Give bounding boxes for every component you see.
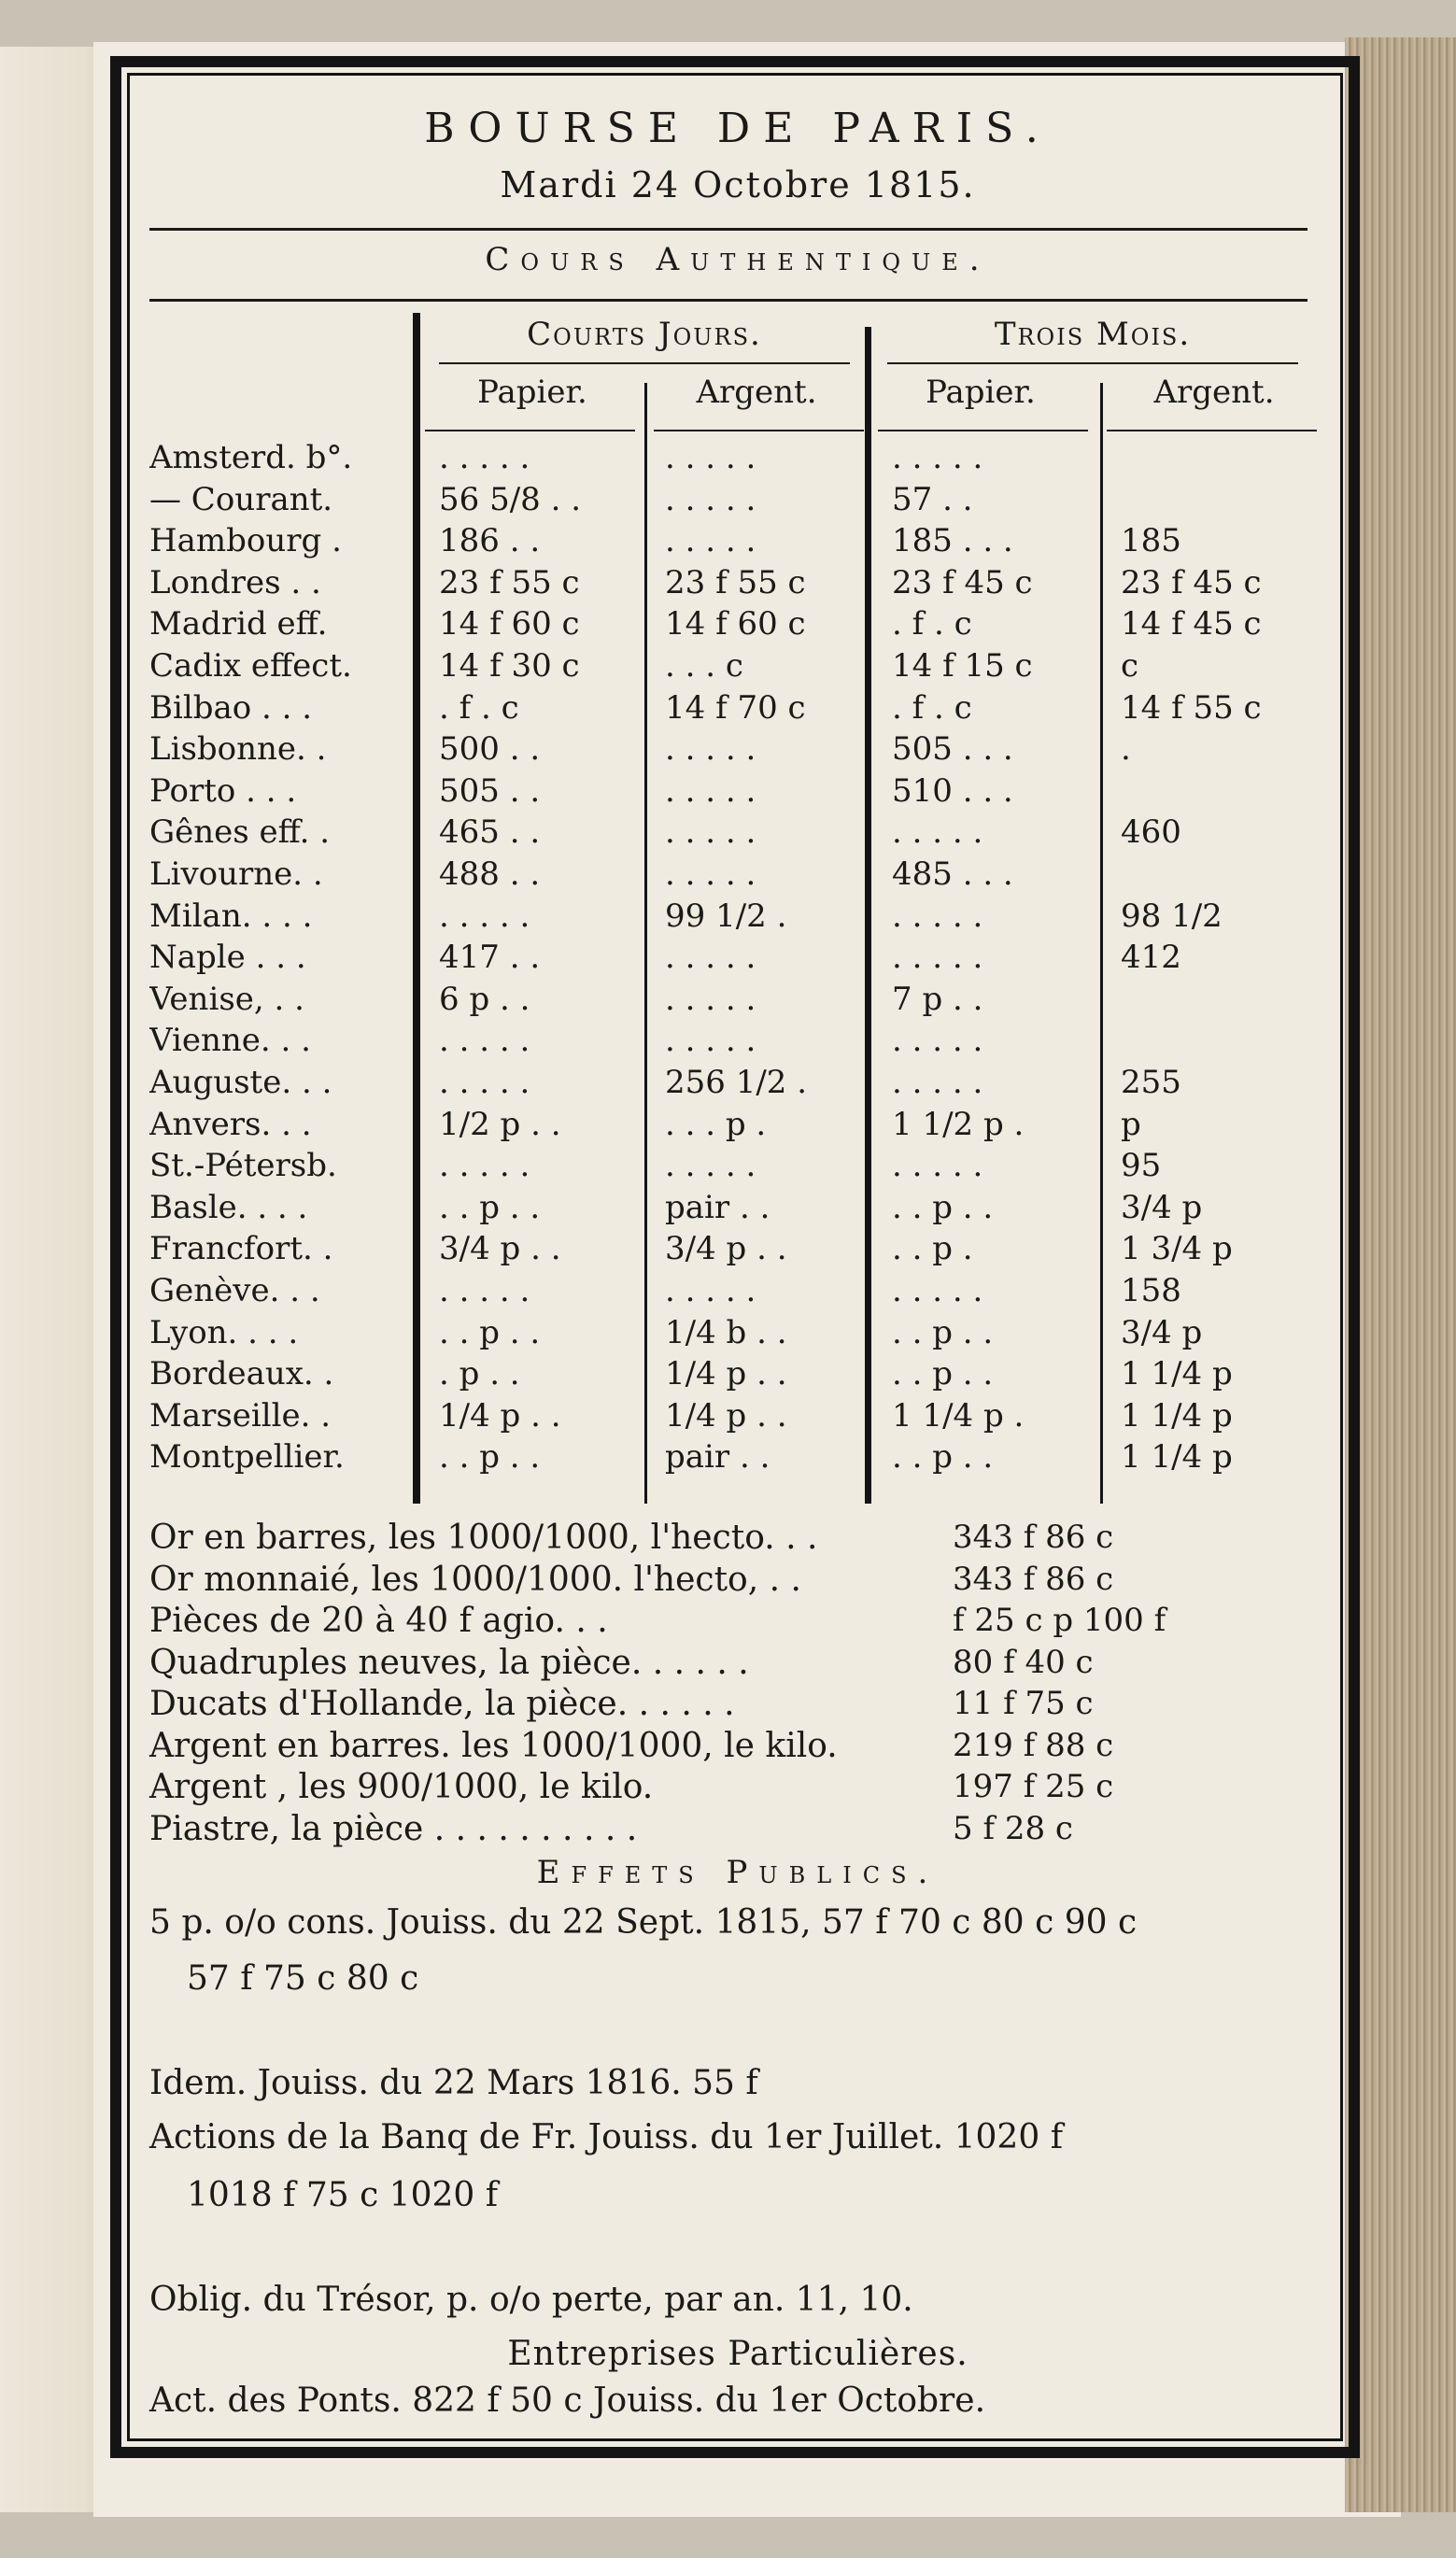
row-label: Vienne. . . [149, 1022, 311, 1059]
table-cell: . . p . . [439, 1314, 541, 1351]
row-label: Cadix effect. [149, 647, 352, 685]
metal-label: Argent , les 900/1000, le kilo. [149, 1768, 654, 1806]
table-cell: . . . . . [439, 1064, 530, 1101]
table-cell: 185 . . . [892, 522, 1013, 559]
metal-value: 80 f 40 c [953, 1644, 1094, 1681]
table-cell: . . . . . [665, 1272, 756, 1309]
table-cell: 186 . . [439, 522, 541, 559]
table-cell: 510 . . . [892, 772, 1013, 810]
column-header: Papier. [926, 374, 1036, 411]
table-cell: 14 f 55 c [1121, 689, 1262, 727]
row-label: Montpellier. [149, 1438, 345, 1476]
entreprises-heading: Entreprises Particulières. [507, 2335, 968, 2373]
row-label: — Courant. [149, 481, 333, 518]
table-cell: 1 1/4 p [1121, 1397, 1233, 1434]
divider [878, 430, 1088, 431]
metal-value: 219 f 88 c [953, 1727, 1114, 1764]
row-label: Gênes eff. . [149, 813, 331, 851]
table-cell: . . p . . [892, 1355, 994, 1392]
row-label: Livourne. . [149, 855, 323, 893]
table-cell: 23 f 55 c [439, 564, 580, 601]
table-cell: 7 p . . [892, 981, 983, 1018]
page-title: BOURSE DE PARIS. [424, 105, 1052, 152]
table-cell: . . . . . [665, 939, 756, 976]
page-date: Mardi 24 Octobre 1815. [500, 164, 976, 205]
table-cell: p [1121, 1106, 1141, 1143]
table-cell: 485 . . . [892, 855, 1013, 893]
row-label: Amsterd. b°. [149, 439, 353, 476]
metal-label: Or en barres, les 1000/1000, l'hecto. . . [149, 1519, 818, 1557]
table-cell: . [1121, 730, 1131, 768]
row-label: Francfort. . [149, 1230, 333, 1267]
column-header: Argent. [696, 374, 817, 411]
group-heading-courts-jours: Courts Jours. [527, 316, 762, 353]
table-cell: 488 . . [439, 855, 541, 893]
table-cell: 56 5/8 . . [439, 481, 582, 518]
row-label: Londres . . [149, 564, 321, 601]
divider [887, 362, 1298, 364]
table-cell: 98 1/2 [1121, 897, 1223, 935]
effets-line: 57 f 75 c 80 c [187, 1959, 419, 1998]
table-cell: 417 . . [439, 939, 541, 976]
effets-line: Idem. Jouiss. du 22 Mars 1816. 55 f [149, 2064, 758, 2102]
effets-line: 1018 f 75 c 1020 f [187, 2176, 499, 2214]
table-cell: 505 . . [439, 772, 541, 810]
table-cell: pair . . [665, 1438, 770, 1476]
metal-value: 197 f 25 c [953, 1768, 1114, 1805]
table-cell: 3/4 p [1121, 1189, 1203, 1226]
table-cell: 465 . . [439, 813, 541, 851]
table-cell: 256 1/2 . [665, 1064, 808, 1101]
table-cell: . . . . . [439, 897, 530, 935]
column-rule [865, 327, 871, 1504]
table-cell: . . . . . [665, 522, 756, 559]
row-label: Lisbonne. . [149, 730, 327, 768]
table-cell: . . p . [892, 1230, 973, 1267]
table-cell: 3/4 p . . [439, 1230, 561, 1267]
effets-line: Oblig. du Trésor, p. o/o perte, par an. 11, 10. [149, 2281, 913, 2319]
divider [149, 299, 1308, 302]
metal-value: 343 f 86 c [953, 1561, 1114, 1598]
table-cell: 460 [1121, 813, 1181, 851]
table-cell: 1/4 p . . [665, 1355, 787, 1392]
divider [425, 430, 635, 431]
row-label: St.-Pétersb. [149, 1147, 337, 1184]
table-cell: . . . . . [665, 855, 756, 893]
table-cell: 95 [1121, 1147, 1162, 1184]
column-header: Argent. [1153, 374, 1275, 411]
row-label: Basle. . . . [149, 1189, 308, 1226]
effets-publics-heading: Effets Publics. [536, 1854, 940, 1891]
row-label: Anvers. . . [149, 1106, 312, 1143]
table-cell: 14 f 30 c [439, 647, 580, 685]
table-cell: . . . . . [665, 1147, 756, 1184]
table-cell: 1 1/2 p . [892, 1106, 1025, 1143]
table-cell: . . . p . [665, 1106, 767, 1143]
table-cell: . . . . . [665, 772, 756, 810]
table-cell: 14 f 15 c [892, 647, 1033, 685]
metal-value: 11 f 75 c [953, 1685, 1094, 1722]
table-cell: . . . . . [665, 813, 756, 851]
row-label: Venise, . . [149, 981, 304, 1018]
table-cell: 412 [1121, 939, 1181, 976]
divider [439, 362, 850, 364]
table-cell: 500 . . [439, 730, 541, 768]
table-cell: . . . . . [892, 1022, 983, 1059]
metal-value: f 25 c p 100 f [953, 1602, 1166, 1639]
table-cell: . . . . . [892, 1147, 983, 1184]
table-cell: . . . . . [892, 1272, 983, 1309]
row-label: Porto . . . [149, 772, 297, 810]
table-cell: 1 1/4 p . [892, 1397, 1025, 1434]
row-label: Milan. . . . [149, 897, 313, 935]
table-cell: 57 . . [892, 481, 973, 518]
table-cell: . f . c [892, 689, 972, 727]
table-cell: 14 f 70 c [665, 689, 806, 727]
table-cell: . . . . . [439, 1272, 530, 1309]
table-cell: . . . . . [439, 1147, 530, 1184]
table-cell: 505 . . . [892, 730, 1013, 768]
metal-label: Piastre, la pièce . . . . . . . . . . [149, 1810, 638, 1848]
table-cell: . . . . . [892, 939, 983, 976]
table-cell: . f . c [892, 605, 972, 643]
row-label: Auguste. . . [149, 1064, 332, 1101]
table-cell: 1 3/4 p [1121, 1230, 1233, 1267]
table-cell: 14 f 60 c [439, 605, 580, 643]
table-cell: 1 1/4 p [1121, 1438, 1233, 1476]
metal-label: Pièces de 20 à 40 f agio. . . [149, 1602, 608, 1640]
page-stack-edge [1345, 37, 1456, 2512]
table-cell: . . . . . [665, 1022, 756, 1059]
table-cell: 1 1/4 p [1121, 1355, 1233, 1392]
table-cell: c [1121, 647, 1139, 685]
section-title: Cours Authentique. [485, 241, 991, 278]
table-cell: . p . . [439, 1355, 520, 1392]
column-rule [413, 313, 420, 1504]
metal-value: 5 f 28 c [953, 1810, 1073, 1847]
table-cell: 23 f 45 c [892, 564, 1033, 601]
row-label: Naple . . . [149, 939, 306, 976]
divider [149, 228, 1308, 231]
table-cell: 23 f 45 c [1121, 564, 1262, 601]
table-cell: . . . . . [665, 730, 756, 768]
table-cell: . . . . . [892, 439, 983, 476]
table-cell: . . . . . [439, 1022, 530, 1059]
table-cell: . . . . . [665, 439, 756, 476]
row-label: Hambourg . [149, 522, 342, 559]
table-cell: . . p . . [439, 1438, 541, 1476]
table-cell: . . . . . [439, 439, 530, 476]
table-cell: 3/4 p [1121, 1314, 1203, 1351]
table-cell: . . . . . [892, 813, 983, 851]
table-cell: . . . . . [892, 897, 983, 935]
divider [654, 430, 864, 431]
table-cell: . . p . . [892, 1314, 994, 1351]
table-cell: . f . c [439, 689, 519, 727]
metal-label: Ducats d'Hollande, la pièce. . . . . . [149, 1685, 735, 1723]
metal-label: Quadruples neuves, la pièce. . . . . . [149, 1644, 749, 1682]
column-rule [644, 383, 647, 1504]
row-label: Bordeaux. . [149, 1355, 334, 1392]
row-label: Bilbao . . . [149, 689, 313, 727]
table-cell: . . . c [665, 647, 743, 685]
table-cell: 1/4 p . . [665, 1397, 787, 1434]
entreprises-line: Act. des Ponts. 822 f 50 c Jouiss. du 1er Octobre. [149, 2381, 986, 2420]
table-cell: 23 f 55 c [665, 564, 806, 601]
divider [1107, 430, 1317, 431]
table-cell: . . p . . [892, 1438, 994, 1476]
group-heading-trois-mois: Trois Mois. [994, 316, 1192, 353]
table-cell: 6 p . . [439, 981, 530, 1018]
table-cell: . . . . . [665, 981, 756, 1018]
table-cell: 99 1/2 . [665, 897, 787, 935]
row-label: Madrid eff. [149, 605, 328, 643]
table-cell: 1/2 p . . [439, 1106, 561, 1143]
table-cell: 185 [1121, 522, 1181, 559]
row-label: Lyon. . . . [149, 1314, 299, 1351]
effets-line: Actions de la Banq de Fr. Jouiss. du 1er Juillet. 1020 f [149, 2118, 1064, 2156]
metal-label: Or monnaié, les 1000/1000. l'hecto, . . [149, 1561, 801, 1599]
table-cell: 1/4 b . . [665, 1314, 787, 1351]
column-rule [1100, 383, 1103, 1504]
table-cell: . . p . . [892, 1189, 994, 1226]
table-cell: pair . . [665, 1189, 770, 1226]
table-cell: . . p . . [439, 1189, 541, 1226]
column-header: Papier. [477, 374, 587, 411]
table-cell: 3/4 p . . [665, 1230, 787, 1267]
row-label: Genève. . . [149, 1272, 320, 1309]
table-cell: . . . . . [665, 481, 756, 518]
table-cell: 14 f 45 c [1121, 605, 1262, 643]
row-label: Marseille. . [149, 1397, 332, 1434]
table-cell: 255 [1121, 1064, 1181, 1101]
table-cell: . . . . . [892, 1064, 983, 1101]
metal-value: 343 f 86 c [953, 1519, 1114, 1556]
table-cell: 1/4 p . . [439, 1397, 561, 1434]
table-cell: 14 f 60 c [665, 605, 806, 643]
effets-line: 5 p. o/o cons. Jouiss. du 22 Sept. 1815, 57 f 70 c 80 c 90 c [149, 1903, 1138, 1942]
table-cell: 158 [1121, 1272, 1181, 1309]
metal-label: Argent en barres. les 1000/1000, le kilo. [149, 1727, 838, 1765]
